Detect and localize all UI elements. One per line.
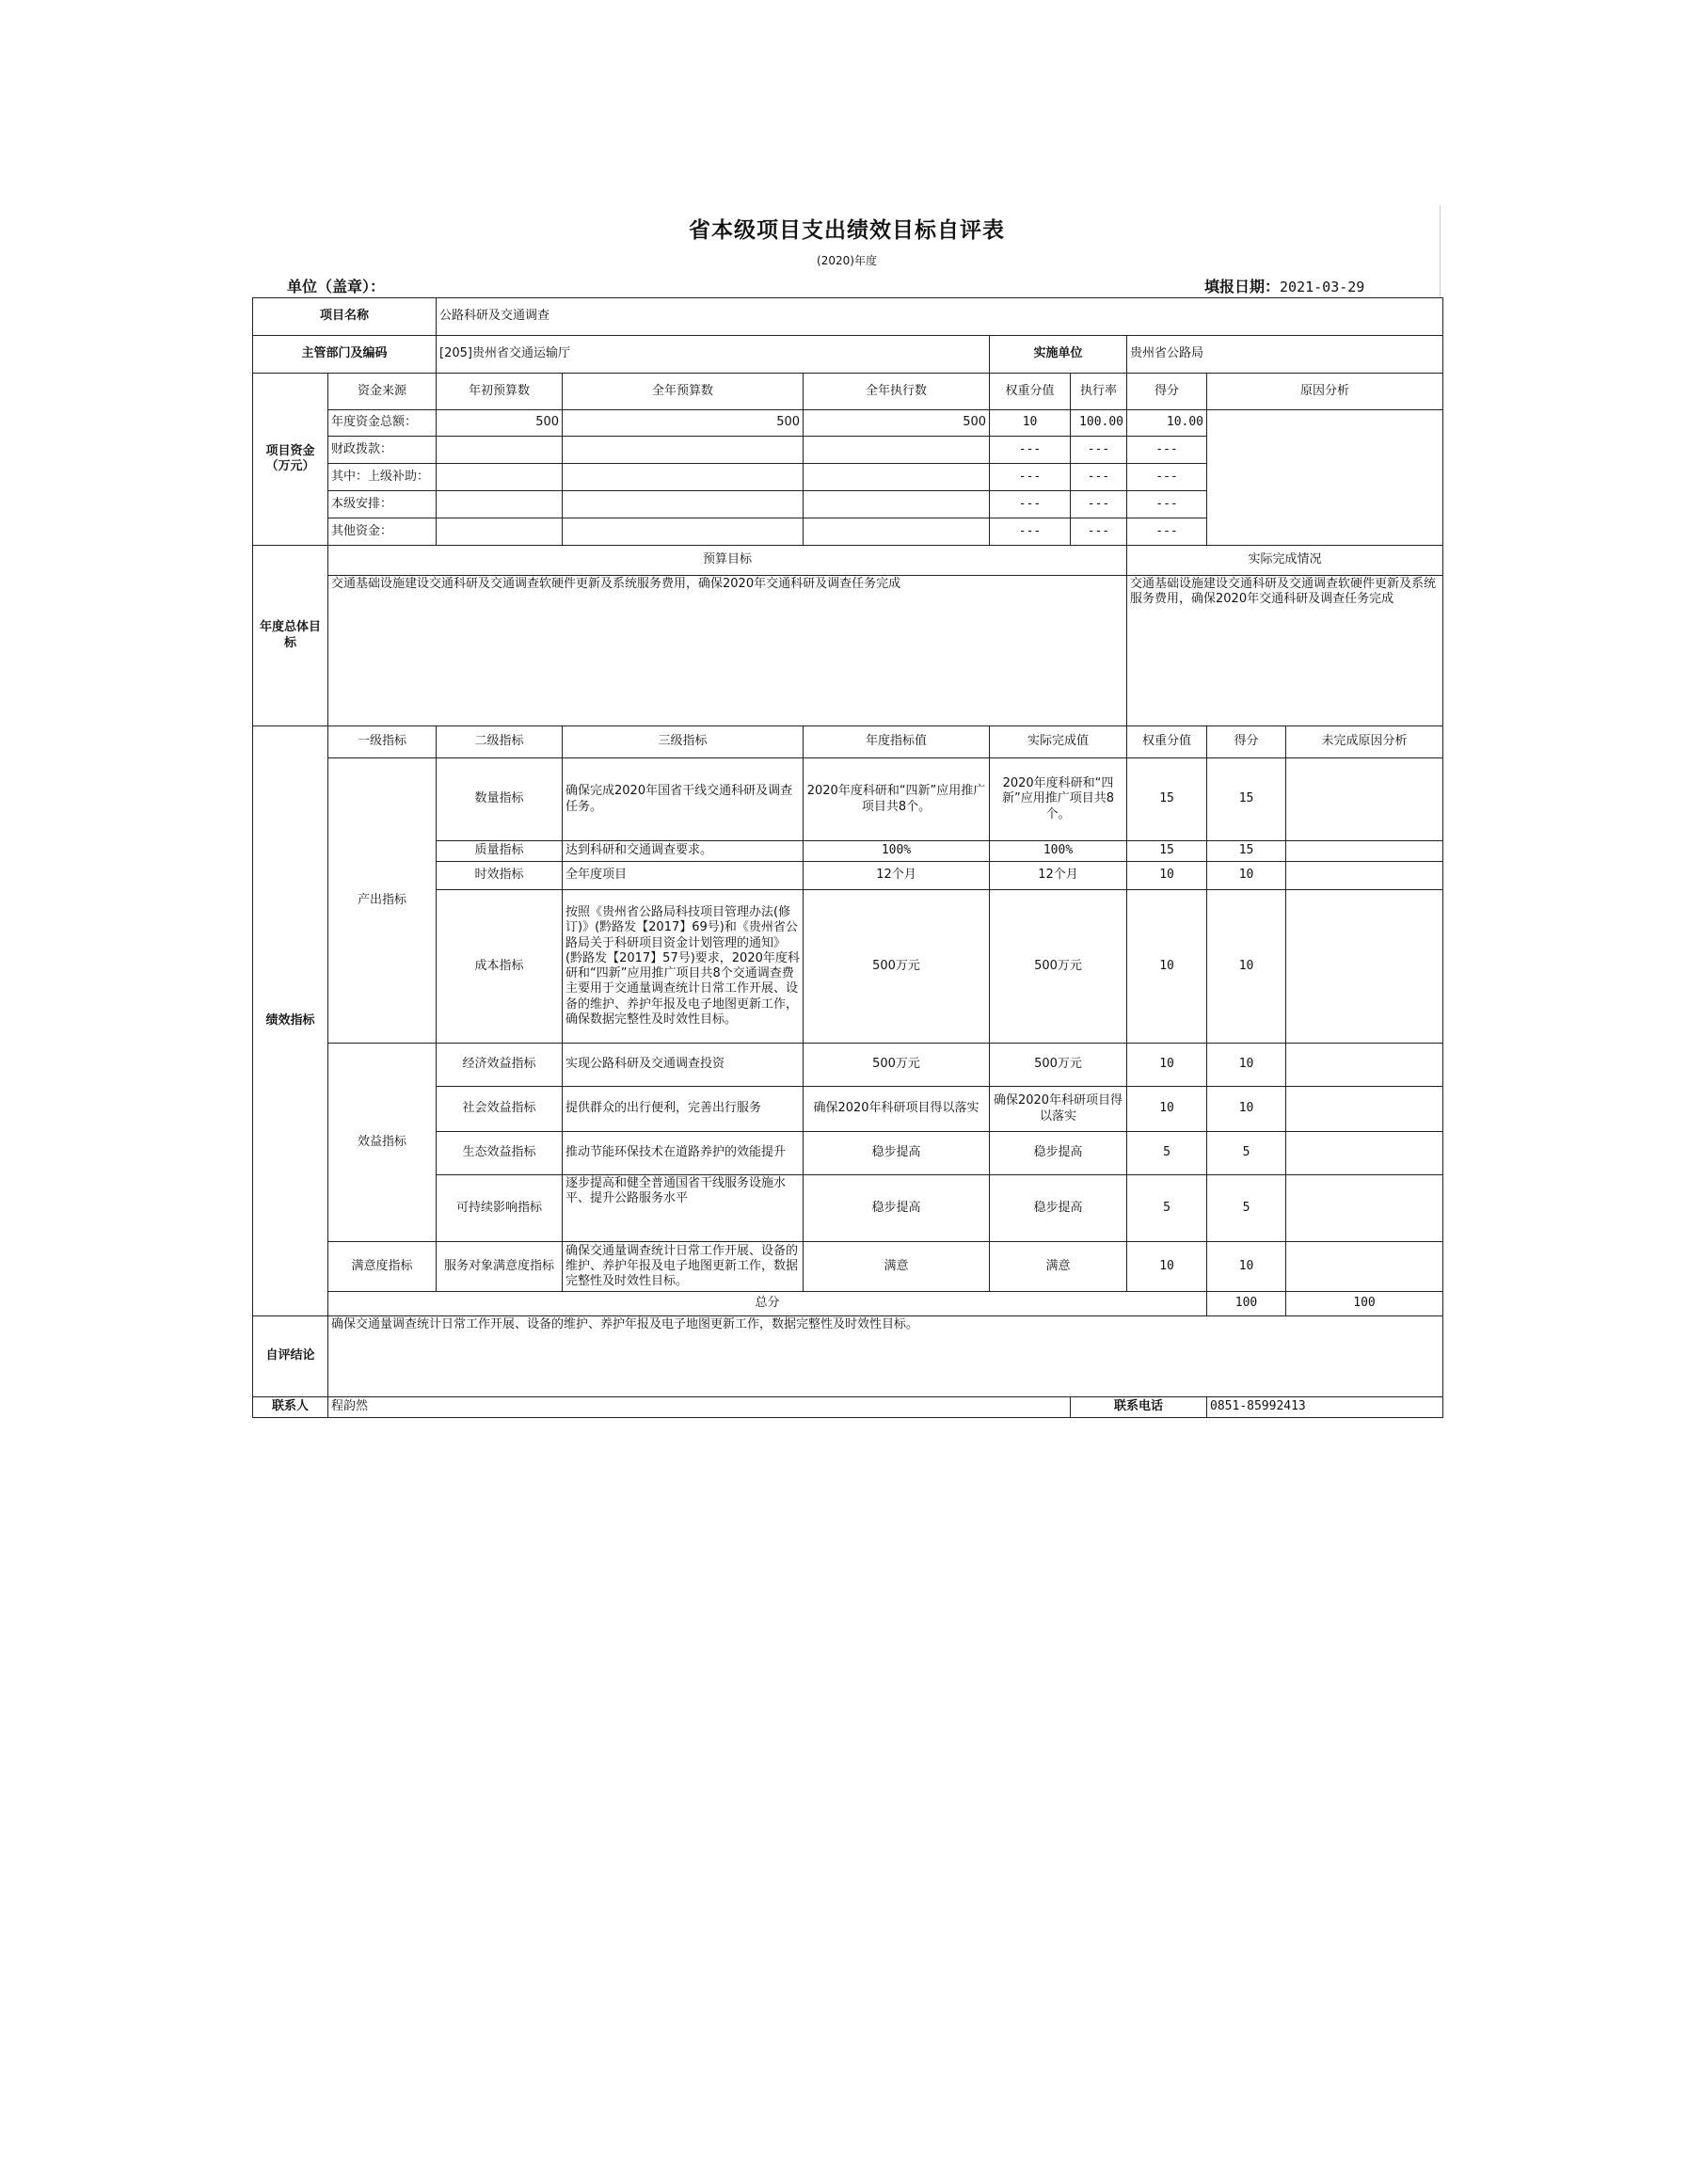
funds-header: 全年执行数: [804, 374, 990, 410]
indicator-reason: [1286, 1175, 1443, 1242]
indicator-reason: [1286, 758, 1443, 841]
goals-row: [253, 576, 1443, 726]
group-benefit: 效益指标: [328, 1044, 437, 1242]
indicator-l3: 全年度项目: [563, 862, 804, 890]
indicator-actual: 500万元: [990, 1044, 1127, 1087]
funds-executed: [804, 491, 990, 518]
funds-section-label: 项目资金（万元）: [253, 374, 328, 546]
funds-annual: [563, 464, 804, 491]
indicator-target: 稳步提高: [804, 1175, 990, 1242]
conclusion-text: 确保交通量调查统计日常工作开展、设备的维护、养护年报及电子地图更新工作，数据完整性及时效性目标。: [328, 1316, 1443, 1397]
funds-initial: [437, 464, 563, 491]
indicator-score: 10: [1207, 1044, 1286, 1087]
indicator-actual: 2020年度科研和“四新”应用推广项目共8个。: [990, 758, 1127, 841]
indicator-row: [253, 758, 1443, 841]
funds-initial: [437, 518, 563, 546]
contact-row: [253, 1397, 1443, 1418]
indicator-l2: 时效指标: [437, 862, 563, 890]
group-satisfaction: 满意度指标: [328, 1242, 437, 1292]
funds-initial: [437, 437, 563, 464]
funds-header: 全年预算数: [563, 374, 804, 410]
indicator-target: 500万元: [804, 890, 990, 1044]
indicator-score: 15: [1207, 758, 1286, 841]
indicator-weight: 10: [1127, 1087, 1207, 1132]
indicator-target: 12个月: [804, 862, 990, 890]
funds-score: ---: [1127, 437, 1207, 464]
indicator-reason: [1286, 890, 1443, 1044]
budget-goal-header: 预算目标: [328, 546, 1127, 576]
indicators-section-label: 绩效指标: [253, 726, 328, 1316]
funds-annual: [563, 518, 804, 546]
indicator-target: 100%: [804, 841, 990, 862]
total-weight: 100: [1207, 1292, 1286, 1316]
indicator-row: [253, 1044, 1443, 1087]
funds-header: 原因分析: [1207, 374, 1443, 410]
funds-source: 本级安排：: [328, 491, 437, 518]
funds-executed: 500: [804, 410, 990, 437]
actual-goal-text: 交通基础设施建设交通科研及交通调查软硬件更新及系统服务费用，确保2020年交通科研及调查任务完成: [1127, 576, 1443, 726]
conclusion-row: [253, 1316, 1443, 1397]
indicator-header: 二级指标: [437, 726, 563, 758]
indicator-weight: 10: [1127, 862, 1207, 890]
indicator-weight: 10: [1127, 1242, 1207, 1292]
goals-header-row: [253, 546, 1443, 576]
indicator-score: 5: [1207, 1132, 1286, 1175]
indicator-weight: 10: [1127, 890, 1207, 1044]
funds-rate: ---: [1071, 437, 1127, 464]
funds-header: 执行率: [1071, 374, 1127, 410]
contact-person-label: 联系人: [253, 1397, 328, 1418]
indicator-target: 满意: [804, 1242, 990, 1292]
indicator-l2: 成本指标: [437, 890, 563, 1044]
group-output: 产出指标: [328, 758, 437, 1044]
indicator-l3: 逐步提高和健全普通国省干线服务设施水平、提升公路服务水平: [563, 1175, 804, 1242]
funds-rate: 100.00: [1071, 410, 1127, 437]
report-year: (2020)年度: [817, 254, 877, 267]
indicator-target: 稳步提高: [804, 1132, 990, 1175]
dept-value: [205]贵州省交通运输厅: [437, 336, 990, 374]
indicator-reason: [1286, 1087, 1443, 1132]
fill-date-label: 填报日期：: [1204, 278, 1281, 295]
total-row: [253, 1292, 1443, 1316]
indicator-actual: 稳步提高: [990, 1132, 1127, 1175]
indicator-l3: 推动节能环保技术在道路养护的效能提升: [563, 1132, 804, 1175]
dept-row: [253, 336, 1443, 374]
indicator-actual: 500万元: [990, 890, 1127, 1044]
indicator-reason: [1286, 862, 1443, 890]
funds-header: 得分: [1127, 374, 1207, 410]
contact-phone-label: 联系电话: [1071, 1397, 1207, 1418]
funds-score: ---: [1127, 491, 1207, 518]
indicator-l2: 社会效益指标: [437, 1087, 563, 1132]
funds-executed: [804, 437, 990, 464]
indicator-l2: 数量指标: [437, 758, 563, 841]
funds-rate: ---: [1071, 464, 1127, 491]
funds-header: 权重分值: [990, 374, 1071, 410]
indicator-l3: 按照《贵州省公路局科技项目管理办法(修订)》(黔路发【2017】69号)和《贵州省公路局关于科研项目资金计划管理的通知》(黔路发【2017】57号)要求，2020年度科研和“四新”应用推广项目共8个交通调查费主要用于交通量调查统计日常工作开展、设备的维护、养护年报及电子地图更新工作，确保数据完整性及时效性目标。: [563, 890, 804, 1044]
indicator-score: 10: [1207, 862, 1286, 890]
unit-label: 单位（盖章）：: [287, 278, 386, 295]
indicator-weight: 15: [1127, 841, 1207, 862]
budget-goal-text: 交通基础设施建设交通科研及交通调查软硬件更新及系统服务费用，确保2020年交通科研及调查任务完成: [328, 576, 1127, 726]
indicator-l3: 提供群众的出行便利，完善出行服务: [563, 1087, 804, 1132]
funds-initial: [437, 491, 563, 518]
funds-reason: [1207, 410, 1443, 546]
indicators-header-row: [253, 726, 1443, 758]
funds-initial: 500: [437, 410, 563, 437]
indicator-actual: 满意: [990, 1242, 1127, 1292]
funds-source: 财政拨款：: [328, 437, 437, 464]
total-score: 100: [1286, 1292, 1443, 1316]
indicator-reason: [1286, 1132, 1443, 1175]
funds-annual: [563, 437, 804, 464]
indicator-l3: 实现公路科研及交通调查投资: [563, 1044, 804, 1087]
funds-rate: ---: [1071, 518, 1127, 546]
self-evaluation-table: [252, 297, 1443, 1418]
indicator-reason: [1286, 1044, 1443, 1087]
indicator-actual: 稳步提高: [990, 1175, 1127, 1242]
indicator-header: 权重分值: [1127, 726, 1207, 758]
fill-date-value: 2021-03-29: [1280, 279, 1365, 295]
funds-rate: ---: [1071, 491, 1127, 518]
dept-label: 主管部门及编码: [253, 336, 437, 374]
page-edge-line: [1440, 205, 1441, 297]
funds-row: [253, 410, 1443, 437]
indicator-weight: 5: [1127, 1175, 1207, 1242]
contact-phone: 0851-85992413: [1207, 1397, 1443, 1418]
indicator-l3: 达到科研和交通调查要求。: [563, 841, 804, 862]
funds-score: 10.00: [1127, 410, 1207, 437]
funds-score: ---: [1127, 464, 1207, 491]
indicator-header: 未完成原因分析: [1286, 726, 1443, 758]
indicator-l2: 质量指标: [437, 841, 563, 862]
indicator-header: 一级指标: [328, 726, 437, 758]
conclusion-label: 自评结论: [253, 1316, 328, 1397]
funds-header-row: [253, 374, 1443, 410]
indicator-score: 10: [1207, 890, 1286, 1044]
funds-score: ---: [1127, 518, 1207, 546]
indicator-actual: 确保2020年科研项目得以落实: [990, 1087, 1127, 1132]
goals-section-label: 年度总体目标: [253, 546, 328, 726]
indicator-reason: [1286, 841, 1443, 862]
indicator-score: 10: [1207, 1242, 1286, 1292]
indicator-weight: 10: [1127, 1044, 1207, 1087]
indicator-l2: 经济效益指标: [437, 1044, 563, 1087]
project-name-row: [253, 298, 1443, 336]
total-label: 总分: [328, 1292, 1207, 1316]
indicator-target: 确保2020年科研项目得以落实: [804, 1087, 990, 1132]
indicator-weight: 5: [1127, 1132, 1207, 1175]
indicator-header: 年度指标值: [804, 726, 990, 758]
indicator-score: 10: [1207, 1087, 1286, 1132]
indicator-header: 实际完成值: [990, 726, 1127, 758]
indicator-l2: 生态效益指标: [437, 1132, 563, 1175]
actual-goal-header: 实际完成情况: [1127, 546, 1443, 576]
funds-weight: ---: [990, 491, 1071, 518]
funds-weight: ---: [990, 437, 1071, 464]
indicator-target: 2020年度科研和“四新”应用推广项目共8个。: [804, 758, 990, 841]
funds-source: 年度资金总额：: [328, 410, 437, 437]
indicator-header: 得分: [1207, 726, 1286, 758]
indicator-row: [253, 1242, 1443, 1292]
indicator-score: 5: [1207, 1175, 1286, 1242]
fill-date: [1204, 275, 1364, 296]
funds-executed: [804, 464, 990, 491]
funds-executed: [804, 518, 990, 546]
funds-header: 年初预算数: [437, 374, 563, 410]
funds-weight: ---: [990, 464, 1071, 491]
funds-weight: ---: [990, 518, 1071, 546]
funds-weight: 10: [990, 410, 1071, 437]
indicator-target: 500万元: [804, 1044, 990, 1087]
indicator-weight: 15: [1127, 758, 1207, 841]
funds-source: 其他资金：: [328, 518, 437, 546]
funds-annual: 500: [563, 410, 804, 437]
indicator-l2: 服务对象满意度指标: [437, 1242, 563, 1292]
project-name-value: 公路科研及交通调查: [437, 298, 1443, 336]
indicator-actual: 12个月: [990, 862, 1127, 890]
indicator-score: 15: [1207, 841, 1286, 862]
funds-header: 资金来源: [328, 374, 437, 410]
indicator-l3: 确保完成2020年国省干线交通科研及调查任务。: [563, 758, 804, 841]
impl-unit-value: 贵州省公路局: [1127, 336, 1443, 374]
funds-annual: [563, 491, 804, 518]
indicator-reason: [1286, 1242, 1443, 1292]
funds-source: 其中：上级补助：: [328, 464, 437, 491]
indicator-header: 三级指标: [563, 726, 804, 758]
impl-unit-label: 实施单位: [990, 336, 1127, 374]
page-title: 省本级项目支出绩效目标自评表: [689, 217, 1005, 243]
contact-person: 程韵然: [328, 1397, 1071, 1418]
indicator-l2: 可持续影响指标: [437, 1175, 563, 1242]
indicator-actual: 100%: [990, 841, 1127, 862]
project-name-label: 项目名称: [253, 298, 437, 336]
indicator-l3: 确保交通量调查统计日常工作开展、设备的维护、养护年报及电子地图更新工作，数据完整性及时效性目标。: [563, 1242, 804, 1292]
